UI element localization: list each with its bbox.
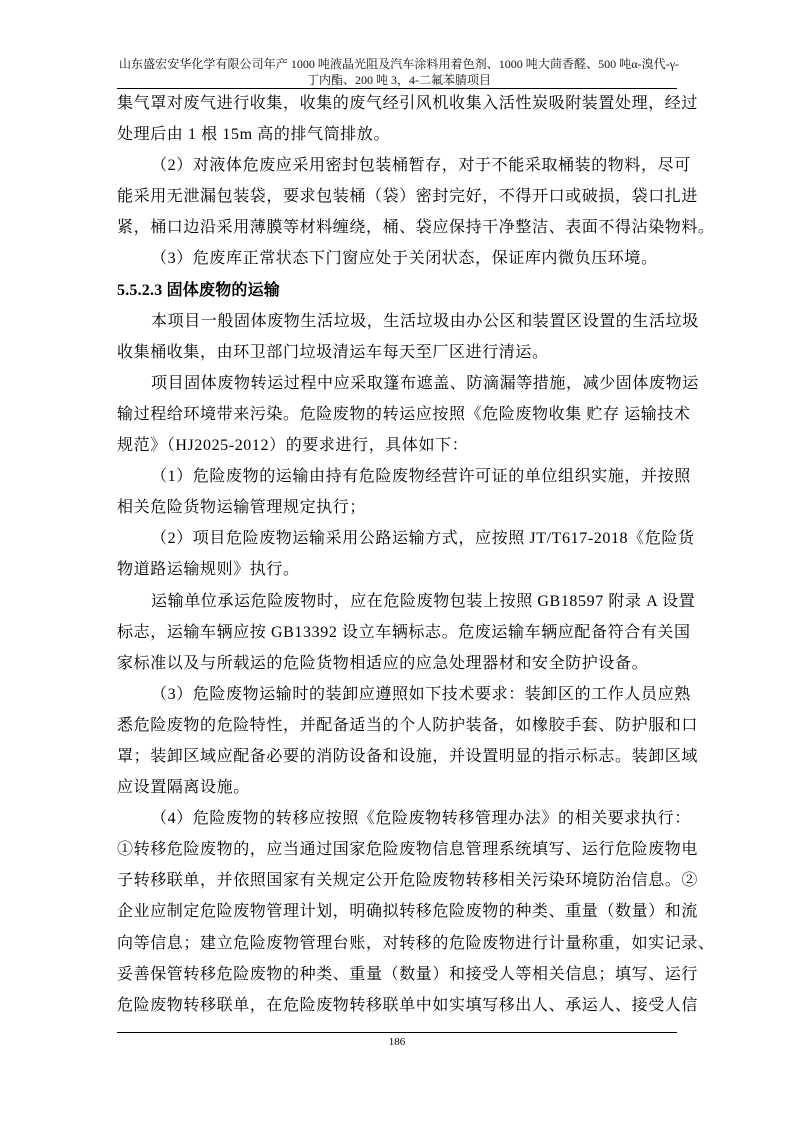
list-item-2-line: （2）项目危险废物运输采用公路运输方式，应按照 JT/T617-2018《危险货 (151, 530, 695, 548)
header-title-line-1: 山东盛宏安华化学有限公司年产 1000 吨液晶光阻及汽车涂料用着色剂、1000 吨大茴香醛、500 吨α-溴代-γ- (119, 57, 679, 71)
body-line: 悉危险废物的危险特性，并配备适当的个人防护装备，如橡胶手套、防护服和口 (117, 716, 699, 734)
body-line: ①转移危险废物的，应当通过国家危险废物信息管理系统填写、运行危险废物电 (117, 841, 699, 859)
footer-divider (117, 1032, 677, 1033)
body-line: 输过程给环境带来污染。危险废物的转运应按照《危险废物收集 贮存 运输技术 (117, 405, 691, 423)
list-item-3-line: （3）危废库正常状态下门窗应处于关闭状态，保证库内微负压环境。 (151, 250, 658, 268)
section-heading: 5.5.2.3 固体废物的运输 (117, 281, 281, 299)
body-line: 集气罩对废气进行收集，收集的废气经引风机收集入活性炭吸附装置处理，经过 (117, 95, 699, 112)
document-body (117, 88, 715, 1021)
body-line: 标志，运输车辆应按 GB13392 设立车辆标志。危废运输车辆应配备符合有关国 (117, 623, 691, 641)
page-number: 186 (388, 1036, 406, 1048)
body-line: 相关危险货物运输管理规定执行； (117, 499, 367, 517)
body-line: 能采用无泄漏包装袋，要求包装桶（袋）密封完好，不得开口或破损，袋口扎进 (117, 188, 699, 206)
body-line: 处理后由 1 根 15m 高的排气筒排放。 (117, 126, 391, 144)
body-line: 家标准以及与所载运的危险货物相适应的应急处理器材和安全防护设备。 (117, 654, 649, 672)
paragraph-line: 本项目一般固体废物生活垃圾，生活垃圾由办公区和装置区设置的生活垃圾 (151, 312, 699, 330)
body-line: 应设置隔离设施。 (117, 779, 250, 797)
list-item-3-line: （3）危险废物运输时的装卸应遵照如下技术要求：装卸区的工作人员应熟 (151, 685, 691, 703)
body-line: 企业应制定危险废物管理计划，明确拟转移危险废物的种类、重量（数量）和流 (117, 903, 699, 921)
list-item-1-line: （1）危险废物的运输由持有危险废物经营许可证的单位组织实施，并按照 (151, 468, 691, 486)
header-title-line-2: 丁内酯、200 吨 3，4-二氟苯腈项目 (307, 72, 491, 87)
list-item-2-line: （2）对液体危废应采用密封包装桶暂存，对于不能采取桶装的物料，尽可 (151, 157, 691, 175)
body-line: 子转移联单，并依照国家有关规定公开危险废物转移相关污染环境防治信息。② (117, 872, 699, 890)
running-header (119, 57, 679, 88)
body-line: 妥善保管转移危险废物的种类、重量（数量）和接受人等相关信息；填写、运行 (117, 965, 699, 983)
body-line: 罩；装卸区域应配备必要的消防设备和设施，并设置明显的指示标志。装卸区域 (117, 747, 699, 765)
paragraph-line: 项目固体废物转运过程中应采取篷布遮盖、防滴漏等措施，减少固体废物运 (151, 374, 699, 392)
body-line: 向等信息；建立危险废物管理台账，对转移的危险废物进行计量称重，如实记录、 (117, 934, 715, 952)
paragraph-line: 运输单位承运危险废物时，应在危险废物包装上按照 GB18597 附录 A 设置 (151, 592, 696, 610)
body-line: 紧，桶口边沿采用薄膜等材料缠绕，桶、袋应保持干净整洁、表面不得沾染物料。 (117, 219, 715, 237)
body-line: 规范》（HJ2025-2012）的要求进行，具体如下： (117, 437, 469, 455)
body-line: 物道路运输规则》执行。 (117, 561, 300, 579)
list-item-4-line: （4）危险废物的转移应按照《危险废物转移管理办法》的相关要求执行： (151, 810, 691, 828)
body-line: 危险废物转移联单，在危险废物转移联单中如实填写移出人、承运人、接受人信 (117, 996, 699, 1014)
body-line: 收集桶收集，由环卫部门垃圾清运车每天至厂区进行清运。 (117, 343, 549, 361)
